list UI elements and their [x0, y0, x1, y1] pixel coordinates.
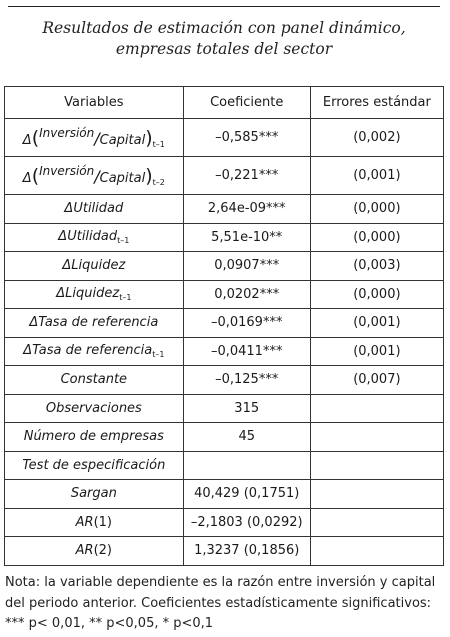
coefficient-cell: –0,221***: [183, 157, 310, 195]
std-error-cell: (0,007): [310, 366, 443, 395]
std-error-cell: (0,003): [310, 252, 443, 281]
lag-subscript: t–1: [119, 293, 132, 303]
std-error-cell: [310, 537, 443, 566]
variable-name: AR: [75, 514, 94, 530]
results-table: [4, 86, 444, 566]
variable-name: Liquidez: [71, 258, 126, 274]
table-row: [5, 537, 444, 566]
delta-symbol: Δ: [62, 258, 72, 274]
std-error-cell: (0,000): [310, 280, 443, 309]
variable-cell: [5, 508, 184, 537]
coefficient-cell: 2,64e-09***: [183, 195, 310, 224]
table-row: [5, 508, 444, 537]
coefficient-cell: –2,1803 (0,0292): [183, 508, 310, 537]
coefficient-cell: 5,51e-10**: [183, 223, 310, 252]
delta-symbol: Δ: [64, 201, 74, 217]
delta-symbol: Δ: [22, 133, 32, 148]
header-variables: Variables: [5, 87, 184, 119]
table-row: [5, 195, 444, 224]
variable-cell: Observaciones: [5, 394, 184, 423]
table-row: [5, 451, 444, 480]
delta-symbol: Δ: [58, 229, 68, 245]
variable-cell: [5, 195, 184, 224]
std-error-cell: (0,000): [310, 195, 443, 224]
table-row: [5, 119, 444, 157]
coefficient-cell: 0,0907***: [183, 252, 310, 281]
coefficient-cell: –0,125***: [183, 366, 310, 395]
lag-subscript: t–2: [152, 178, 165, 187]
std-error-cell: (0,002): [310, 119, 443, 157]
coefficient-cell: 315: [183, 394, 310, 423]
header-row: [5, 87, 444, 119]
variable-cell: [5, 223, 184, 252]
table-row: [5, 337, 444, 366]
coefficient-cell: 45: [183, 423, 310, 452]
coefficient-cell: 0,0202***: [183, 280, 310, 309]
variable-name: Utilidad: [73, 201, 124, 217]
numerator: Inversión: [39, 164, 95, 178]
ar-order: (1): [93, 514, 113, 530]
std-error-cell: (0,000): [310, 223, 443, 252]
variable-cell: [5, 280, 184, 309]
variable-cell: Sargan: [5, 480, 184, 509]
variable-name: AR: [75, 543, 94, 559]
coefficient-cell: 40,429 (0,1751): [183, 480, 310, 509]
variable-cell: Número de empresas: [5, 423, 184, 452]
coefficient-cell: –0,0169***: [183, 309, 310, 338]
table-row: [5, 280, 444, 309]
variable-cell: $\Delta(^{Inversión}/Capital)_{t-2}$: [5, 157, 184, 195]
table-caption: Resultados de estimación con panel dinámico, empresas totales del sector: [42, 19, 406, 58]
table-row: [5, 394, 444, 423]
variable-cell: [5, 252, 184, 281]
table-note: Nota: la variable dependiente es la razón entre inversión y capital del periodo anterior. Coeficientes estadísticamente significativos: *** p< 0,01, ** p<0,05, * p<0,1: [5, 575, 436, 631]
variable-cell: Test de especificación: [5, 451, 184, 480]
table-row: [5, 423, 444, 452]
header-standard-errors: Errores estándar: [310, 87, 443, 119]
lag-subscript: t–1: [117, 236, 130, 246]
table-row: [5, 157, 444, 195]
variable-cell: [5, 309, 184, 338]
lag-subscript: t–1: [152, 140, 165, 149]
lag-subscript: t–1: [152, 350, 165, 360]
std-error-cell: [310, 508, 443, 537]
std-error-cell: (0,001): [310, 309, 443, 338]
std-error-cell: (0,001): [310, 157, 443, 195]
numerator: Inversión: [39, 126, 95, 140]
ar-order: (2): [93, 543, 113, 559]
variable-name: Tasa de referencia: [32, 343, 153, 359]
coefficient-cell: 1,3237 (0,1856): [183, 537, 310, 566]
variable-name: Liquidez: [65, 286, 120, 302]
coefficient-cell: –0,585***: [183, 119, 310, 157]
std-error-cell: [310, 423, 443, 452]
top-rule: [8, 6, 440, 7]
variable-name: Utilidad: [67, 229, 118, 245]
delta-symbol: Δ: [23, 343, 33, 359]
variable-name: Tasa de referencia: [38, 315, 159, 331]
std-error-cell: (0,001): [310, 337, 443, 366]
table-row: [5, 223, 444, 252]
table-row: [5, 480, 444, 509]
coefficient-cell: –0,0411***: [183, 337, 310, 366]
delta-symbol: Δ: [22, 171, 32, 186]
header-coefficient: Coeficiente: [183, 87, 310, 119]
table-row: [5, 252, 444, 281]
delta-symbol: Δ: [56, 286, 66, 302]
std-error-cell: [310, 451, 443, 480]
variable-cell: Constante: [5, 366, 184, 395]
table-row: [5, 366, 444, 395]
std-error-cell: [310, 394, 443, 423]
variable-cell: [5, 537, 184, 566]
variable-cell: [5, 337, 184, 366]
table-row: [5, 309, 444, 338]
variable-cell: $\Delta(^{Inversión}/Capital)_{t-1}$: [5, 119, 184, 157]
denominator: Capital: [99, 133, 146, 148]
delta-symbol: Δ: [29, 315, 39, 331]
std-error-cell: [310, 480, 443, 509]
denominator: Capital: [99, 171, 146, 186]
coefficient-cell: [183, 451, 310, 480]
